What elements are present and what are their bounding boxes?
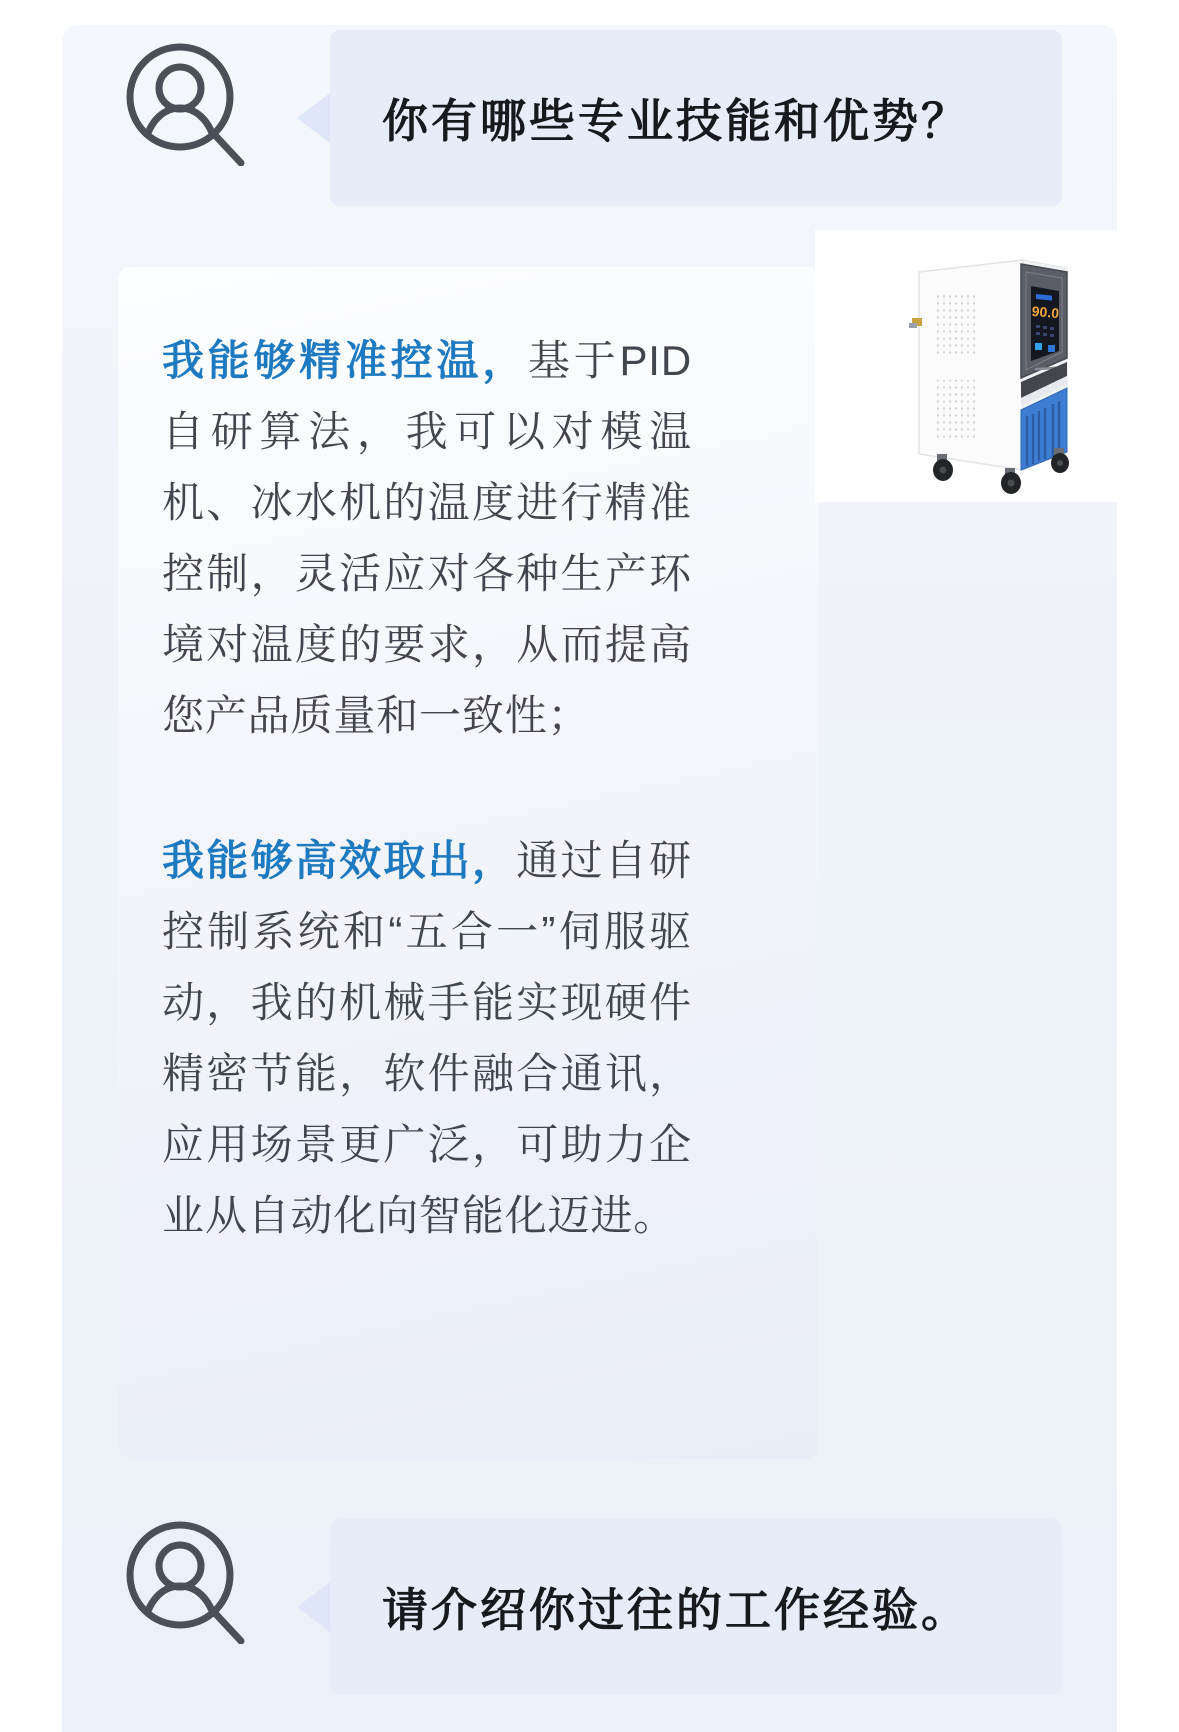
machine-photo xyxy=(815,230,1179,502)
answer-1-body: 基于PID自研算法，我可以对模温机、冰水机的温度进行精准控制，灵活应对各种生产环境对温度的要求，从而提高您产品质量和一致性； xyxy=(162,337,692,739)
answer-paragraph-1 xyxy=(162,325,692,751)
question-bubble-1 xyxy=(330,30,1062,206)
interviewer-avatar-2 xyxy=(122,1520,246,1644)
answer-paragraph-2 xyxy=(162,825,692,1251)
question-2-text: 请介绍你过往的工作经验。 xyxy=(382,1584,970,1636)
person-search-icon xyxy=(122,42,246,166)
bubble-tail-left-icon xyxy=(297,1582,330,1632)
person-search-icon xyxy=(122,1520,246,1644)
temperature-controller-illustration xyxy=(815,230,1179,502)
answer-1-highlight: 我能够精准控温， xyxy=(162,337,528,384)
question-1-text: 你有哪些专业技能和优势？ xyxy=(382,95,970,147)
bubble-tail-left-icon xyxy=(297,93,330,143)
question-bubble-2 xyxy=(330,1519,1062,1695)
machine-display-value: 90.0 xyxy=(1031,302,1060,322)
answer-2-body: 通过自研控制系统和“五合一”伺服驱动，我的机械手能实现硬件精密节能，软件融合通讯，应用场景更广泛，可助力企业从自动化向智能化迈进。 xyxy=(162,837,692,1239)
answer-bubble xyxy=(118,267,818,1459)
answer-2-highlight: 我能够高效取出， xyxy=(162,837,517,884)
interviewer-avatar xyxy=(122,42,246,166)
